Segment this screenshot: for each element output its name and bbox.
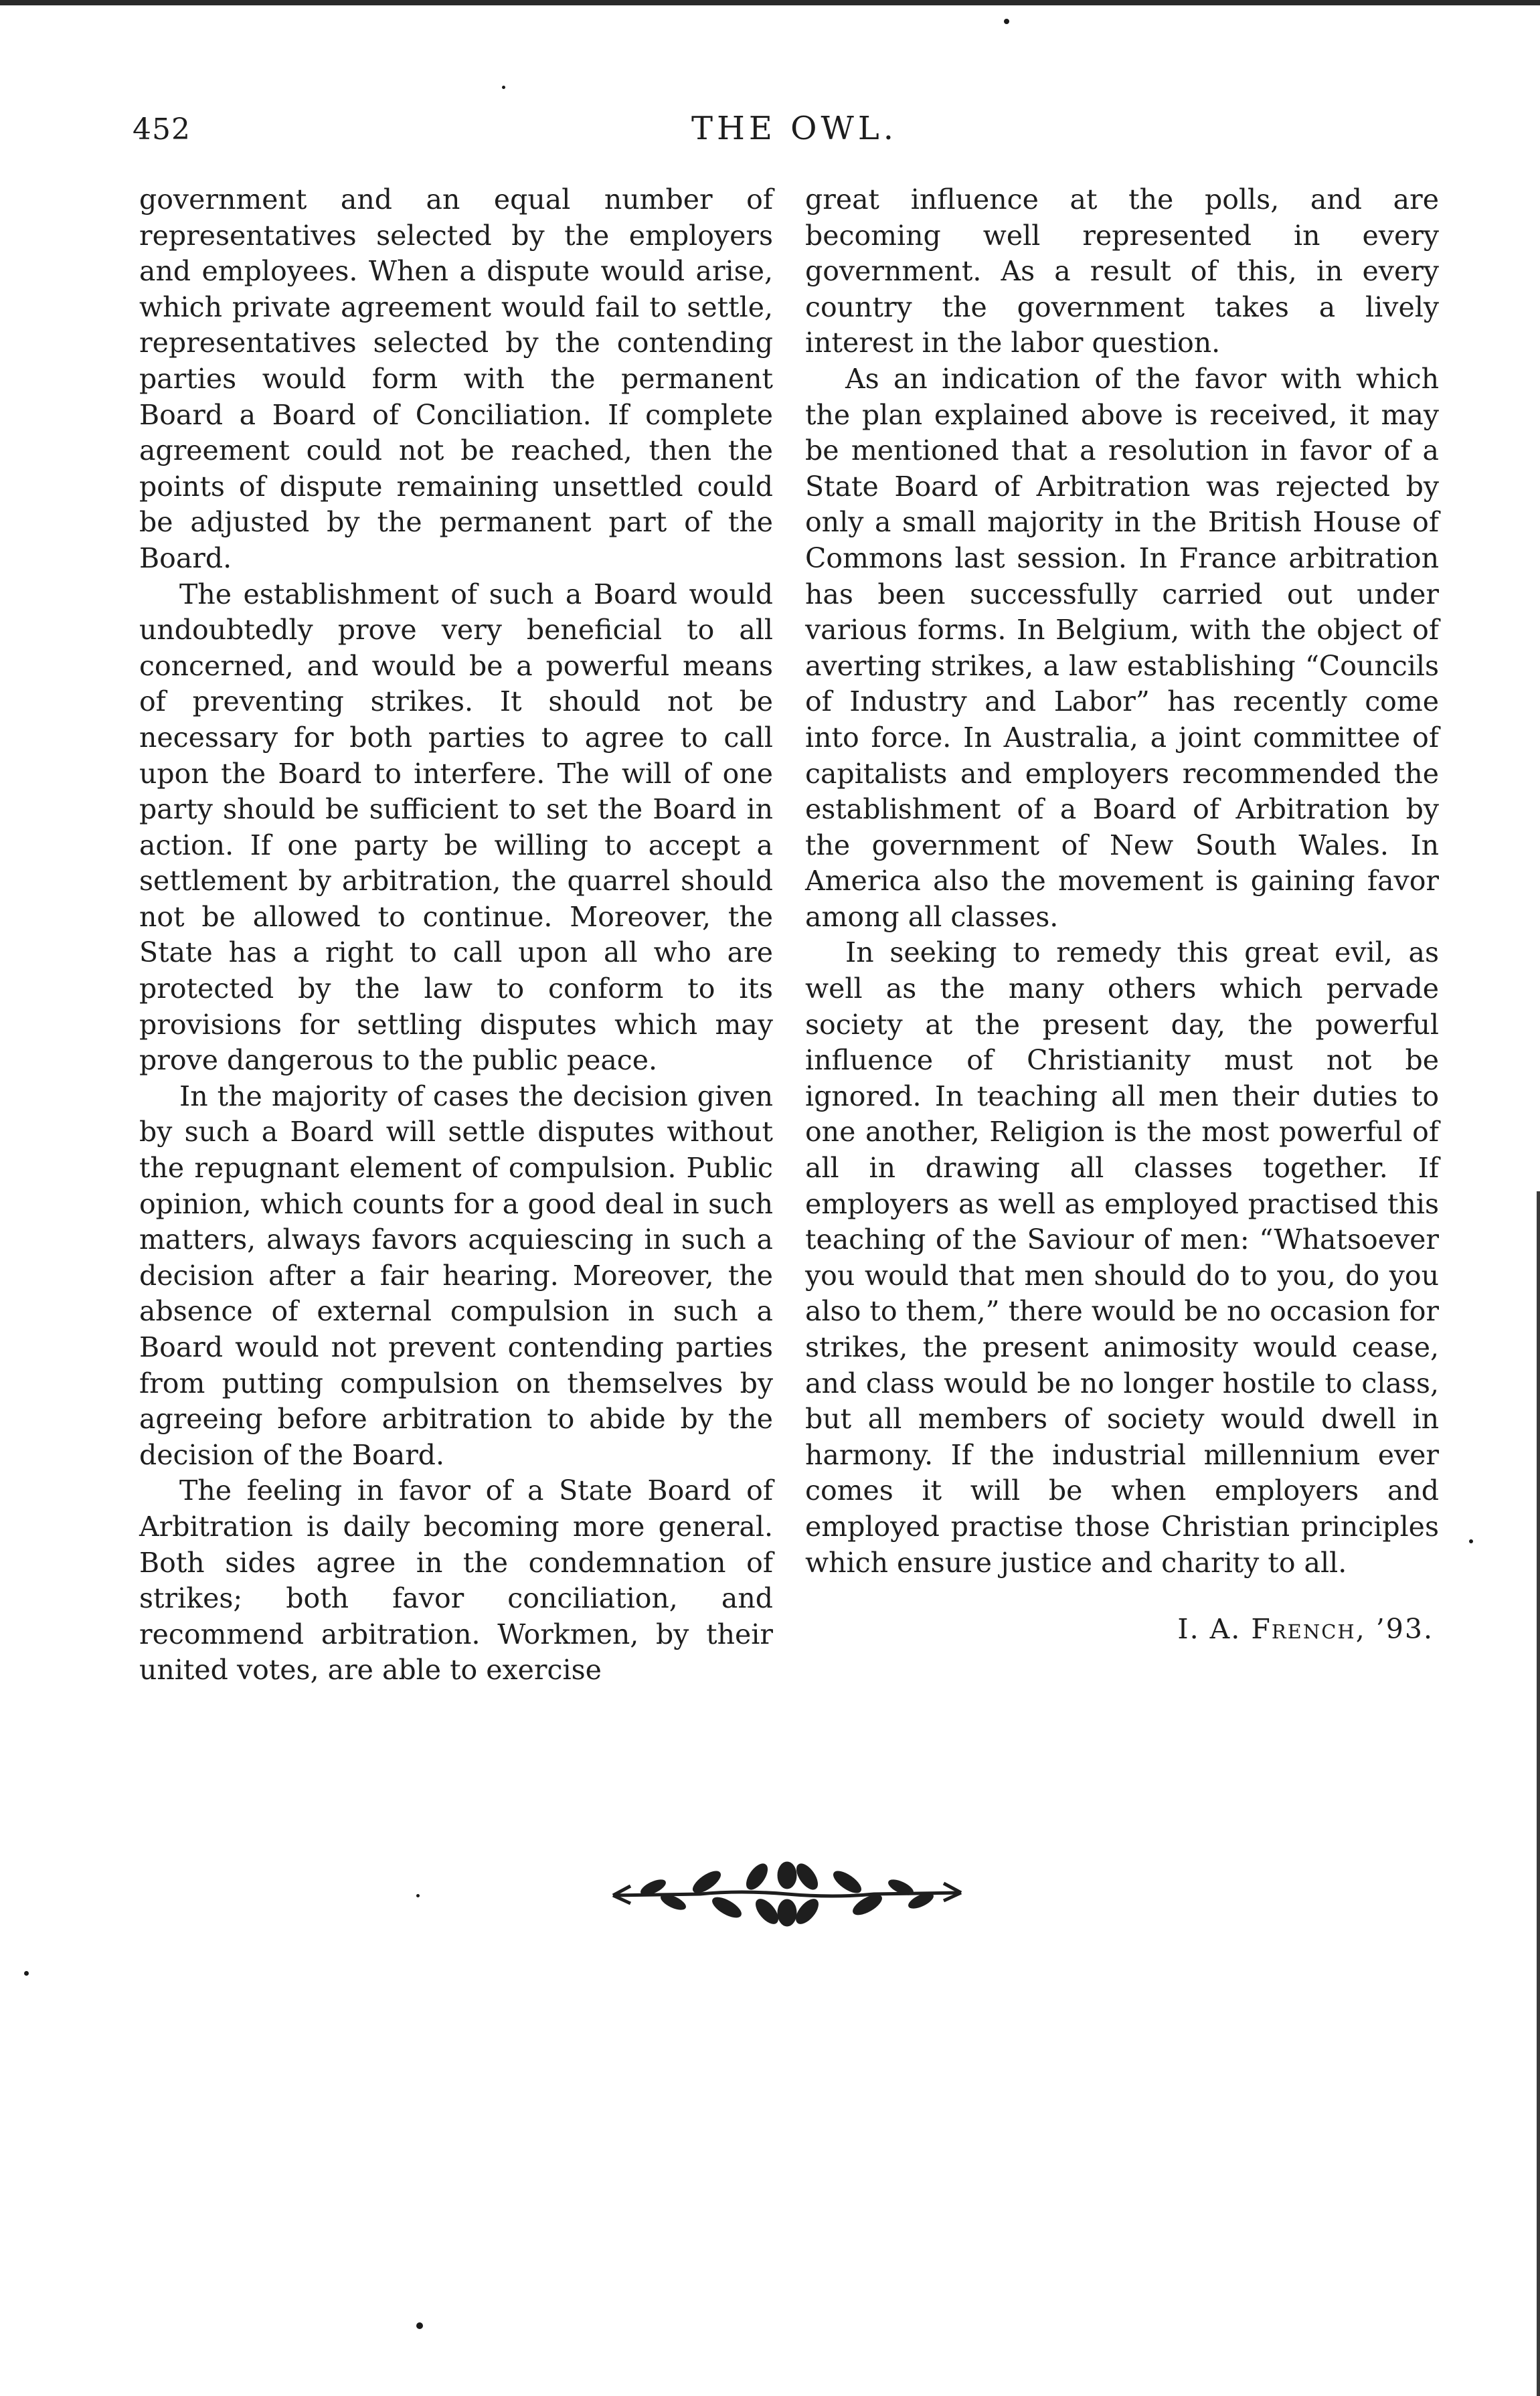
paragraph: The feeling in favor of a State Board of Arbitration is daily becoming more general. Both sides agree in the condemnation of strikes; both favor conciliation, and recommend arbitration. Workmen, by their united votes, are able to exercise xyxy=(139,1474,773,1687)
floral-vine-ornament-icon xyxy=(606,1861,968,1928)
running-title: THE OWL. xyxy=(691,110,897,147)
ink-speck xyxy=(416,1894,420,1897)
top-edge-rule xyxy=(0,0,1540,5)
ink-speck xyxy=(24,1971,29,1976)
author-year: , ’93. xyxy=(1355,1613,1434,1646)
paragraph: In the majority of cases the decision given by such a Board will settle disputes without the repugnant element of compulsion. Public opinion, which counts for a good deal in such matters, always favors acquiescing in such a decision after a fair hearing. Moreover, the absence of external compulsion in such a Board would not prevent contending parties from putting compulsion on themselves by agreeing before arbitration to abide by the decision of the Board. xyxy=(139,1080,773,1471)
paragraph: government and an equal number of representatives selected by the employers and employees. When a dispute would arise, which private agreement would fail to settle, representatives selected by the contending parties would form with the permanent Board a Board of Conciliation. If complete agreement could not be reached, then the points of dispute remaining unsettled could be adjusted by the permanent part of the Board. xyxy=(139,183,773,574)
page-number: 452 xyxy=(133,112,191,147)
author-signature xyxy=(805,1612,1439,1648)
paragraph: In seeking to remedy this great evil, as well as the many others which pervade society at the present day, the powerful influence of Christianity must not be ignored. In teaching all men their duties to one another, Religion is the most powerful of all in drawing all classes together. If employers as well as employed practised this teaching of the Saviour of men: “Whatsoever you would that men should do to you, do you also to them,” there would be no occasion for strikes, the present animosity would cease, and class would be no longer hostile to class, but all members of society would dwell in harmony. If the industrial millennium ever comes it will be when employers and employed practise those Christian principles which ensure justice and charity to all. xyxy=(805,936,1439,1579)
paragraph: The establishment of such a Board would undoubtedly prove very beneficial to all concerned, and would be a powerful means of preventing strikes. It should not be necessary for both parties to agree to call upon the Board to interfere. The will of one party should be sufficient to set the Board in action. If one party be willing to accept a settlement by arbitration, the quarrel should not be allowed to continue. Moreover, the State has a right to call upon all who are protected by the law to conform to its provisions for settling disputes which may prove dangerous to the public peace. xyxy=(139,578,773,1077)
author-surname: French xyxy=(1251,1613,1356,1646)
right-edge-shadow xyxy=(1537,1191,1540,2396)
ink-speck xyxy=(416,2322,423,2329)
paragraph: As an indication of the favor with which the plan explained above is received, it may be mentioned that a resolution in favor of a State Board of Arbitration was rejected by only a small majority in the British House of Commons last session. In France arbitration has been successfully carried out under various forms. In Belgium, with the object of averting strikes, a law establishing “Councils of Industry and Labor” has recently come into force. In Australia, a joint committee of capitalists and employers recommended the establishment of a Board of Arbitration by the government of New South Wales. In America also the movement is gaining favor among all classes. xyxy=(805,362,1439,933)
paragraph: great influence at the polls, and are becoming well represented in every government. As a result of this, in every country the government takes a lively interest in the labor question. xyxy=(805,183,1439,359)
left-column xyxy=(139,182,773,1689)
author-initials: I. A. xyxy=(1177,1613,1242,1646)
right-column xyxy=(805,182,1439,1648)
ink-speck xyxy=(502,86,505,89)
ink-speck xyxy=(1004,19,1009,24)
ink-speck xyxy=(1469,1539,1473,1543)
